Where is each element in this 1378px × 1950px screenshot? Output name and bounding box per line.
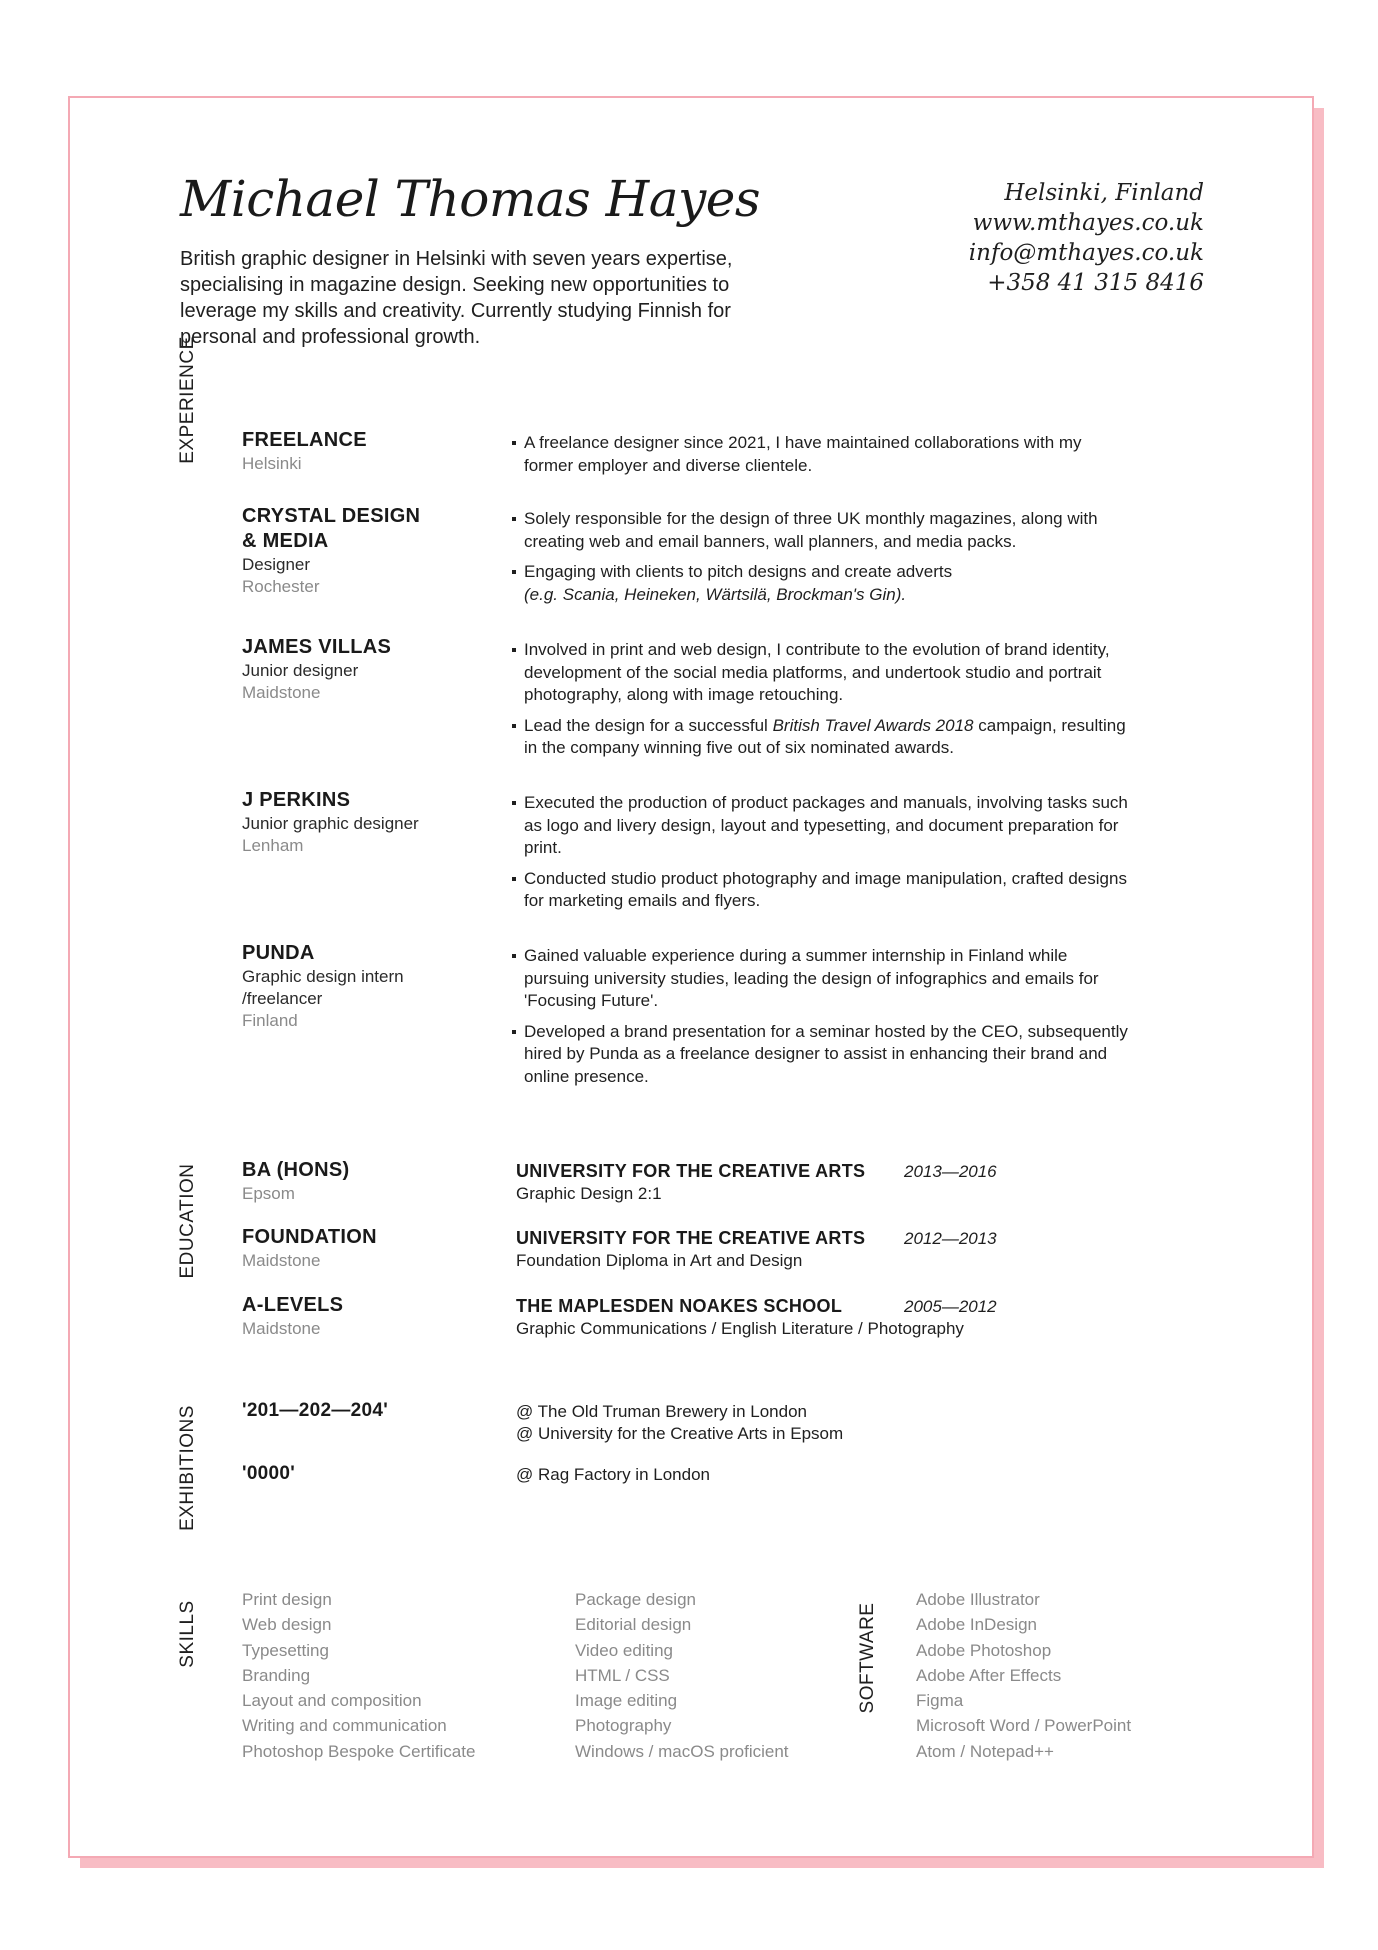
bullet-item: Gained valuable experience during a summer internship in Finland while pursuing university studies, leading the design of infographics and emails for 'Focusing Future'. xyxy=(512,945,1132,1013)
experience-entry-j-perkins xyxy=(242,788,492,857)
skill-item: Video editing xyxy=(575,1640,673,1660)
experience-role: Designer xyxy=(242,555,311,574)
exhibition-venue: @ The Old Truman Brewery in London xyxy=(516,1402,807,1421)
experience-bullets-james-villas xyxy=(512,639,1132,768)
education-detail-foundation xyxy=(516,1227,865,1272)
education-location: Maidstone xyxy=(242,1251,321,1270)
exhibition-title: '201—202—204' xyxy=(242,1400,389,1421)
experience-bullets-freelance xyxy=(512,432,1132,485)
experience-org: FREELANCE xyxy=(242,429,367,451)
experience-role: Junior designer xyxy=(242,661,359,680)
skill-item: Image editing xyxy=(575,1691,678,1711)
experience-location: Rochester xyxy=(242,577,320,596)
experience-entry-freelance xyxy=(242,428,492,475)
skills-column-1 xyxy=(242,1587,475,1764)
software-item: Adobe InDesign xyxy=(916,1615,1037,1635)
education-institution: THE MAPLESDEN NOAKES SCHOOL xyxy=(516,1296,843,1316)
exhibition-venue: @ Rag Factory in London xyxy=(516,1465,710,1484)
skill-item: Windows / macOS proficient xyxy=(575,1741,789,1761)
skills-column-2 xyxy=(575,1587,789,1764)
experience-org: J PERKINS xyxy=(242,789,351,811)
experience-location: Maidstone xyxy=(242,683,321,702)
skill-item: Package design xyxy=(575,1590,696,1609)
software-item: Adobe After Effects xyxy=(916,1665,1062,1685)
education-institution: UNIVERSITY FOR THE CREATIVE ARTS xyxy=(516,1161,866,1181)
bullet-item: Executed the production of product packages and manuals, involving tasks such as logo and livery design, layout and typesetting, and document preparation for print. xyxy=(512,792,1132,860)
experience-bullets-crystal-design xyxy=(512,508,1132,614)
skill-item: Photoshop Bespoke Certificate xyxy=(242,1741,476,1761)
education-entry-ba xyxy=(242,1158,492,1205)
bullet-text: campaign, resulting in the company winning five out of six nominated awards. xyxy=(524,715,1126,757)
education-course: Graphic Communications / English Literature / Photography xyxy=(516,1319,964,1338)
education-location: Epsom xyxy=(242,1184,295,1203)
section-label-education: EDUCATION xyxy=(177,1163,198,1279)
education-entry-a-levels xyxy=(242,1293,492,1340)
education-detail-a-levels xyxy=(516,1295,964,1340)
education-qualification: FOUNDATION xyxy=(242,1226,377,1248)
section-label-skills: SKILLS xyxy=(177,1600,198,1668)
software-item: Figma xyxy=(916,1691,964,1711)
contact-website[interactable]: www.mthayes.co.uk xyxy=(972,210,1204,236)
resume-page xyxy=(68,96,1314,1858)
education-location: Maidstone xyxy=(242,1319,321,1338)
skill-item: Editorial design xyxy=(575,1615,692,1635)
education-institution: UNIVERSITY FOR THE CREATIVE ARTS xyxy=(516,1228,866,1248)
experience-entry-punda xyxy=(242,941,492,1032)
experience-org: PUNDA xyxy=(242,942,315,964)
experience-org-line1: CRYSTAL DESIGN xyxy=(242,505,421,527)
software-item: Adobe Illustrator xyxy=(916,1590,1040,1609)
experience-location: Lenham xyxy=(242,836,304,855)
experience-entry-crystal-design xyxy=(242,504,492,598)
bullet-item: Involved in print and web design, I contribute to the evolution of brand identity, development of the social media platforms, and undertook studio and portrait photography, along with image retouching. xyxy=(512,639,1132,707)
contact-email[interactable]: info@mthayes.co.uk xyxy=(968,240,1204,266)
bullet-italic: (e.g. Scania, Heineken, Wärtsilä, Brockman's Gin). xyxy=(524,584,907,604)
bullet-item xyxy=(512,715,1132,760)
skill-item: Writing and communication xyxy=(242,1716,447,1736)
contact-block xyxy=(969,178,1204,298)
education-entry-foundation xyxy=(242,1225,492,1272)
exhibition-venues-1 xyxy=(516,1401,843,1445)
education-course: Foundation Diploma in Art and Design xyxy=(516,1251,803,1270)
skill-item: Photography xyxy=(575,1716,672,1736)
experience-location: Helsinki xyxy=(242,454,302,473)
education-qualification: BA (HONS) xyxy=(242,1159,350,1181)
contact-location: Helsinki, Finland xyxy=(1004,180,1204,206)
bullet-text: Lead the design for a successful xyxy=(524,715,768,735)
education-detail-ba xyxy=(516,1160,865,1205)
experience-role-line1: Graphic design intern xyxy=(242,967,404,986)
education-years: 2013—2016 xyxy=(904,1162,997,1181)
software-item: Microsoft Word / PowerPoint xyxy=(916,1716,1132,1736)
software-item: Adobe Photoshop xyxy=(916,1640,1052,1660)
experience-org: JAMES VILLAS xyxy=(242,636,392,658)
section-label-software: SOFTWARE xyxy=(857,1602,878,1714)
experience-org-line2: & MEDIA xyxy=(242,530,329,552)
software-list xyxy=(916,1587,1131,1764)
experience-bullets-j-perkins xyxy=(512,792,1132,921)
education-qualification: A-LEVELS xyxy=(242,1294,344,1316)
skill-item: Branding xyxy=(242,1665,311,1685)
experience-entry-james-villas xyxy=(242,635,492,704)
software-item: Atom / Notepad++ xyxy=(916,1741,1054,1761)
bullet-item: Conducted studio product photography and image manipulation, crafted designs for marketing emails and flyers. xyxy=(512,868,1132,913)
bullet-item: Developed a brand presentation for a seminar hosted by the CEO, subsequently hired by Punda as a freelance designer to assist in enhancing their brand and online presence. xyxy=(512,1021,1132,1089)
bullet-text: Engaging with clients to pitch designs and create adverts xyxy=(524,562,953,581)
education-course: Graphic Design 2:1 xyxy=(516,1184,662,1203)
skill-item: Print design xyxy=(242,1590,332,1609)
exhibition-venues-2 xyxy=(516,1464,710,1486)
full-name: Michael Thomas Hayes xyxy=(180,170,761,228)
bullet-item xyxy=(512,561,1132,606)
exhibition-venue: @ University for the Creative Arts in Epsom xyxy=(516,1424,844,1443)
exhibition-entry-1 xyxy=(242,1398,492,1423)
skill-item: HTML / CSS xyxy=(575,1665,670,1685)
bullet-italic: British Travel Awards 2018 xyxy=(772,715,974,735)
exhibition-entry-2 xyxy=(242,1461,492,1486)
skill-item: Web design xyxy=(242,1615,332,1635)
experience-role: Junior graphic designer xyxy=(242,814,419,833)
section-label-exhibitions: EXHIBITIONS xyxy=(177,1405,198,1531)
education-years: 2012—2013 xyxy=(904,1229,997,1248)
contact-phone[interactable]: +358 41 315 8416 xyxy=(987,270,1204,296)
bullet-item: Solely responsible for the design of three UK monthly magazines, along with creating web and email banners, wall planners, and media packs. xyxy=(512,508,1132,553)
skill-item: Layout and composition xyxy=(242,1691,422,1711)
bullet-item: A freelance designer since 2021, I have maintained collaborations with my former employer and diverse clientele. xyxy=(512,432,1132,477)
experience-bullets-punda xyxy=(512,945,1132,1096)
skill-item: Typesetting xyxy=(242,1640,329,1660)
education-years: 2005—2012 xyxy=(904,1297,997,1316)
intro-summary: British graphic designer in Helsinki with seven years expertise, specialising in magazine design. Seeking new opportunities to leverage my skills and creativity. Currently studying Finnish for personal and professional growth. xyxy=(180,248,733,348)
experience-location: Finland xyxy=(242,1011,298,1030)
section-label-experience: EXPERIENCE xyxy=(177,336,198,464)
exhibition-title: '0000' xyxy=(242,1463,296,1484)
experience-role-line2: /freelancer xyxy=(242,989,323,1008)
